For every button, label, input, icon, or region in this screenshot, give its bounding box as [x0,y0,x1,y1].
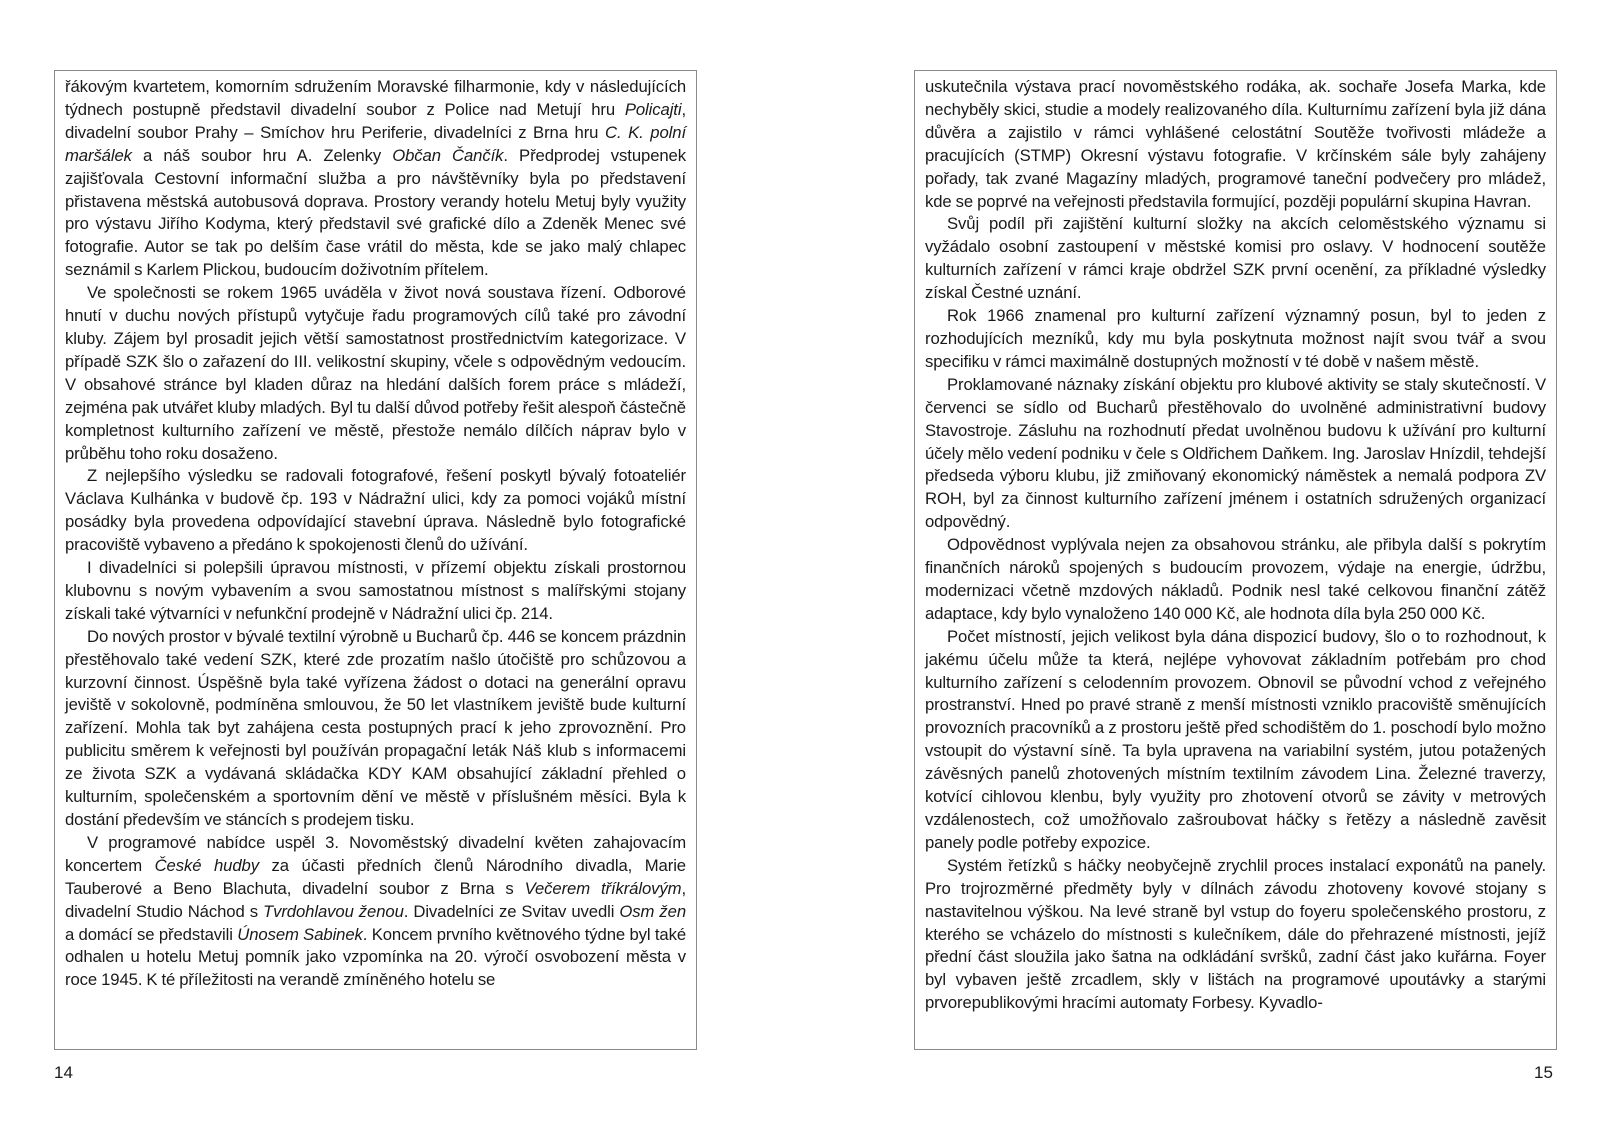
paragraph [65,465,686,557]
paragraph [65,76,686,282]
text-run: Z nejlepšího výsledku se radovali fotografové, řešení poskytl bývalý fotoateliér Václava Kulhánka v budově čp. 193 v Nádražní ulici, kdy za pomoci vojáků místní posádky byla provedena odpovídající stavební úprava. Následně bylo fotografické pracoviště vybaveno a předáno k spokojenosti členů do užívání. [65,466,686,555]
italic-title: Policajti [624,99,682,119]
text-run: Proklamované náznaky získání objektu pro klubové aktivity se staly skutečností. V červenci se sídlo od Bucharů přestěhovalo do uvolněné administrativní budovy Stavostroje. Zásluhu na rozhodnutí předat uvolněnou budovu k užívání pro kulturní účely mělo vedení podniku v čele s Oldřichem Daňkem. Ing. Jaroslav Hnízdil, tehdejší předseda výboru klubu, již zmiňovaný ekonomický náměstek a nemalá podpora ZV ROH, byl za činnost kulturního zařízení jménem i ostatních sdružených organizací odpovědný. [925,374,1546,532]
paragraph [65,557,686,626]
right-page-text [925,76,1546,1015]
italic-title: C. K. polní maršálek [65,122,686,165]
italic-title: Občan Čančík [392,145,504,165]
italic-title: České hudby [154,855,259,875]
text-run: Ve společnosti se rokem 1965 uváděla v život nová soustava řízení. Odborové hnutí v duchu nových přístupů vytyčuje řadu programových cílů také pro závodní kluby. Zájem byl prosadit jejich větší samostatnost prostřednictvím kategorizace. V případě SZK šlo o zařazení do III. velikostní skupiny, včele s odpovědným vedoucím. V obsahové stránce byl kladen důraz na hledání dalších forem práce s mládeží, zejména pak utvářet kluby mladých. Byl tu další důvod potřeby řešit alespoň částečně kompletnost kulturního zařízení ve městě, přestože nemálo dílčích náprav bylo v průběhu toho roku dosaženo. [65,283,686,463]
left-page-number: 14 [54,1063,73,1082]
paragraph [925,76,1546,213]
text-run: Do nových prostor v bývalé textilní výrobně u Bucharů čp. 446 se koncem prázdnin přestěhovalo také vedení SZK, které zde prozatím našlo útočiště pro schůzovou a kurzovní činnost. Úspěšně byla také vyřízena žádost o dotaci na generální opravu jeviště v sokolovně, podmíněna smlouvou, že 50 let vlastníkem jeviště bude kulturní zařízení. Mohla tak byt zahájena cesta postupných prací k jeho zprovoznění. Pro publicitu směrem k veřejnosti byl používán propagační leták Náš klub s informacemi ze života SZK a vydávaná skládačka KDY KAM obsahující základní přehled o kulturním, společenském a sportovním dění ve městě v příslušném měsíci. Byla k dostání především ve stáncích s prodejem tisku. [65,626,686,829]
left-page-text-frame [54,70,697,1050]
paragraph [925,626,1546,855]
italic-title: Osm žen [619,901,686,921]
paragraph [925,534,1546,626]
text-run: , divadelní soubor Prahy – Smíchov hru Periferie, divadelníci z Brna hru [65,99,686,142]
text-run: Svůj podíl při zajištění kulturní složky na akcích celoměstského významu si vyžádalo osobní zastoupení v městské komisi pro oslavy. V hodnocení soutěže kulturních zařízení v rámci kraje obdržel SZK první ocenění, za příkladné výsledky získal Čestné uznání. [925,214,1546,303]
text-run: , divadelní Studio Náchod s [65,878,686,921]
paragraph [65,282,686,465]
right-page-number: 15 [1534,1063,1553,1082]
right-page-text-frame [914,70,1557,1050]
text-run: . Koncem prvního květnového týdne byl také odhalen u hotelu Metuj pomník jako vzpomínka na 20. výročí osvobození města v roce 1945. K té příležitosti na verandě zmíněného hotelu se [65,924,687,990]
paragraph [925,855,1546,1015]
text-run: uskutečnila výstava prací novoměstského rodáka, ak. sochaře Josefa Marka, kde nechyběly skici, studie a modely realizovaného díla. Kulturnímu zařízení byla již dána důvěra a zajistilo v rámci vyhlášené celostátní Soutěže tvořivosti mládeže a pracujících (STMP) Okresní výstavu fotografie. V krčínském sále byly zahájeny pořady, tak zvané Magazíny mladých, programové taneční podvečery pro mládež, kde se poprvé na veřejnosti představila formující, později populární skupina Havran. [925,77,1546,211]
italic-title: Večerem tříkrálovým [524,878,682,898]
italic-title: Únosem Sabinek [237,924,363,944]
text-run: . Předprodej vstupenek zajišťovala Cestovní informační služba a pro návštěvníky byla po představení přistavena městská autobusová doprava. Prostory verandy hotelu Metuj byly využity pro výstavu Jiřího Kodyma, který představil své grafické dílo a Zdeněk Menec své fotografie. Autor se tak po delším čase vrátil do města, kde se jako malý chlapec seznámil s Karlem Plickou, budoucím doživotním přítelem. [65,145,686,280]
text-run: a domácí se představili [65,924,238,944]
text-run: Odpovědnost vyplývala nejen za obsahovou stránku, ale přibyla další s pokrytím finančních nároků spojených s budoucím provozem, výdaje na energie, údržbu, modernizaci včetně mzdových nákladů. Podnik nesl také celkovou finanční zátěž adaptace, kdy bylo vynaloženo 140 000 Kč, ale hodnota díla byla 250 000 Kč. [925,535,1546,623]
paragraph [925,213,1546,305]
text-run: a náš soubor hru A. Zelenky [131,145,393,165]
left-page-text [65,76,686,992]
paragraph [925,374,1546,534]
paragraph [65,626,686,832]
italic-title: Tvrdohlavou ženou [263,901,404,921]
text-run: za účasti předních členů Národního divadla, Marie Tauberové a Beno Blachuta, divadelní soubor z Brna s [65,855,686,898]
paragraph [925,305,1546,374]
text-run: Počet místností, jejich velikost byla dána dispozicí budovy, šlo o to rozhodnout, k jakému účelu může ta která, nejlépe vyhovovat základním potřebám pro chod kulturního zařízení s celodenním provozem. Obnovil se původní vchod z veřejného prostranství. Hned po pravé straně z menší místnosti vzniklo pracoviště směnujících provozních pracovníků a z prostoru ještě před schodištěm do 1. poschodí bylo možno vstoupit do výstavní síně. Ta byla upravena na variabilní systém, jutou potažených závěsných panelů zhotovených místním textilním závodem Lina. Železné traverzy, kotvící cihlovou klenbu, byly využity pro zhotovení otvorů se závity v metrových vzdálenostech, což umožňovalo zašroubovat háčky s řetězy a následně zavěsit panely podle potřeby expozice. [925,626,1546,852]
text-run: V programové nabídce uspěl 3. Novoměstský divadelní květen zahajovacím koncertem [65,832,686,875]
text-run: I divadelníci si polepšili úpravou místnosti, v přízemí objektu získali prostornou klubovnu s novým vybavením a svou samostatnou místnost s malířskými stojany získali také výtvarníci v nefunkční prodejně v Nádražní ulici čp. 214. [65,558,686,623]
paragraph [65,832,686,992]
text-run: řákovým kvartetem, komorním sdružením Moravské filharmonie, kdy v následujících týdnech postupně představil divadelní soubor z Police nad Metují hru [65,77,686,119]
text-run: Systém řetízků s háčky neobyčejně zrychlil proces instalací exponátů na panely. Pro trojrozměrné předměty byly v dílnách závodu zhotoveny kovové stojany s nastavitelnou výškou. Na levé straně byl vstup do foyeru společenského prostoru, z kterého se vcházelo do místnosti s kulečníkem, dále do přehrazené místnosti, jejíž přední část sloužila jako šatna na odkládání svršků, zadní část jako kuřárna. Foyer byl vybaven ještě zrcadlem, skly v lištách na programové upoutávky a starými prvorepublikovými hracími automaty Forbesy. Kyvadlo- [925,855,1546,1013]
text-run: . Divadelníci ze Svitav uvedli [403,901,620,921]
text-run: Rok 1966 znamenal pro kulturní zařízení významný posun, byl to jeden z rozhodujících mezníků, kdy mu byla poskytnuta možnost najít svou tvář a svou specifiku v rámci maximálně dostupných možností v té době v našem městě. [925,306,1546,371]
